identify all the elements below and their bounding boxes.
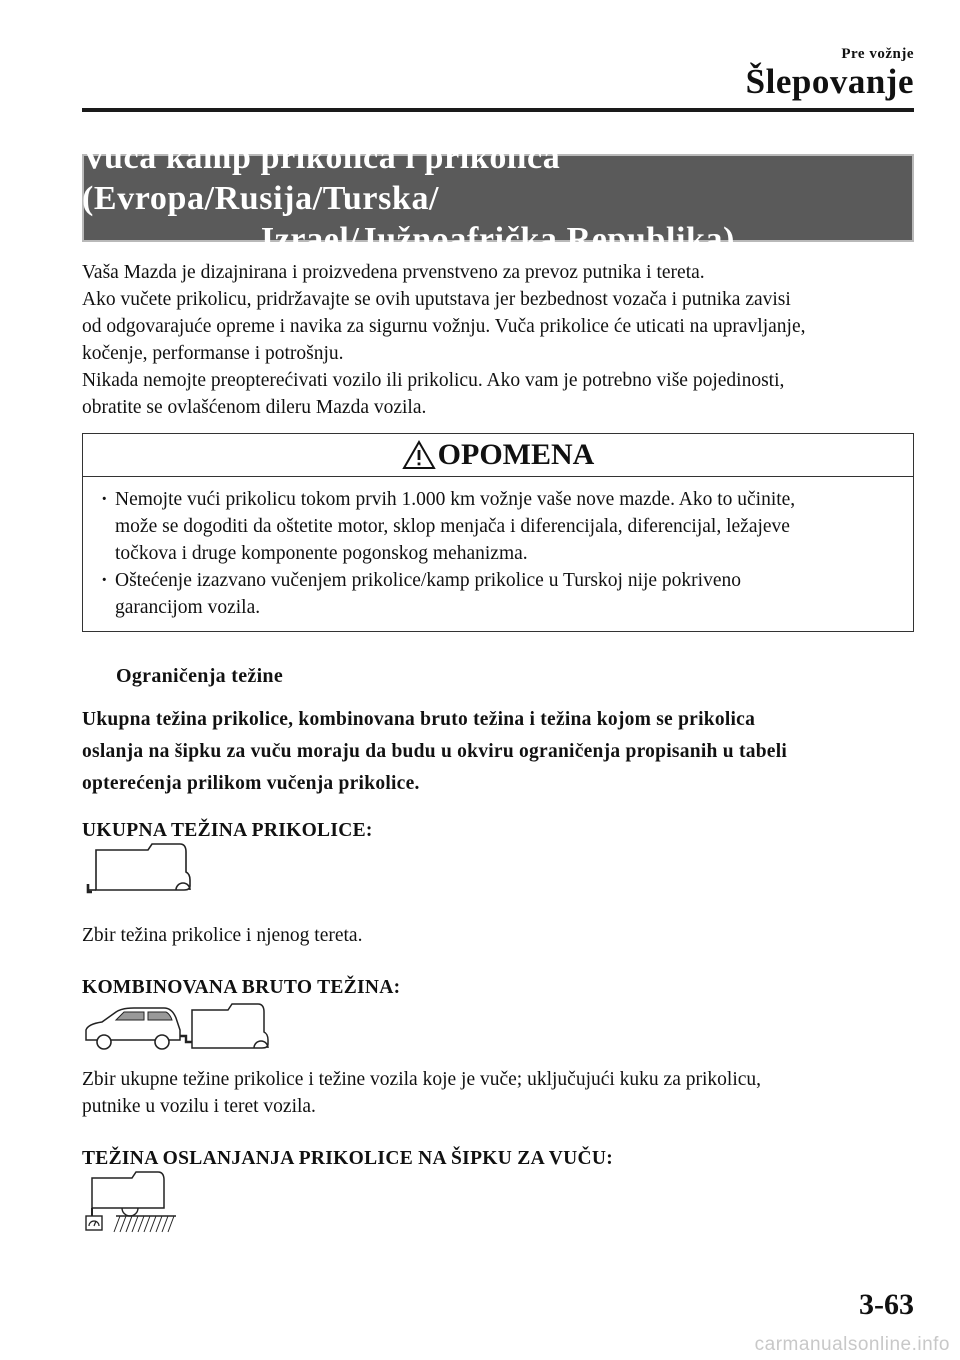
banner-line-2: Izrael/Južnoafrička Republika) [260, 220, 736, 258]
description-line: putnike u vozilu i teret vozila. [82, 1096, 316, 1117]
trailer-icon [82, 842, 194, 900]
warning-item-line: garancijom vozila. [115, 597, 261, 618]
warning-triangle-icon [402, 440, 436, 470]
warning-header [83, 434, 913, 477]
warning-item-line: · Oštećenje izazvano vučenjem prikolice/kamp prikolice u Turskoj nije pokriveno [115, 570, 741, 591]
intro-line: kočenje, performanse i potrošnju. [82, 343, 344, 364]
intro-line: Nikada nemojte preopterećivati vozilo ili prikolicu. Ako vam je potrebno više pojedinosti, [82, 370, 785, 391]
bold-line: oslanja na šipku za vuču moraju da budu u okviru ograničenja propisanih u tabeli [82, 741, 788, 762]
section-label: Pre vožnje [841, 46, 914, 62]
chapter-title: Šlepovanje [745, 62, 914, 101]
header-rule [82, 108, 914, 112]
total-trailer-description [82, 922, 362, 949]
warning-item [83, 567, 913, 621]
watermark: carmanualsonline.info [754, 1334, 950, 1355]
warning-item-line: može se dogoditi da oštetite motor, sklop menjača i diferencijala, diferencijal, ležajeve [115, 516, 790, 537]
intro-line: Ako vučete prikolicu, pridržavajte se ovih uputstava jer bezbednost vozača i putnika zavisi [82, 289, 791, 310]
combined-weight-label: KOMBINOVANA BRUTO TEŽINA: [82, 977, 401, 998]
weight-limits-paragraph [82, 704, 787, 800]
tongue-weight-label: TEŽINA OSLANJANJA PRIKOLICE NA ŠIPKU ZA VUČU: [82, 1148, 614, 1169]
warning-box [82, 433, 914, 632]
intro-line: obratite se ovlašćenom dileru Mazda vozila. [82, 397, 427, 418]
intro-line: Vaša Mazda je dizajnirana i proizvedena prvenstveno za prevoz putnika i tereta. [82, 262, 705, 283]
page-number: 3-63 [859, 1288, 914, 1321]
weight-limits-heading: Ograničenja težine [116, 665, 284, 687]
warning-list [83, 477, 913, 621]
total-trailer-weight-label: UKUPNA TEŽINA PRIKOLICE: [82, 820, 373, 841]
trailer-tongue-scale-icon [82, 1170, 182, 1242]
banner-line-1: Vuča kamp prikolica i prikolica (Evropa/Rusija/Turska/ [82, 138, 561, 217]
description-line: Zbir težina prikolice i njenog tereta. [82, 925, 363, 946]
warning-item-line: · Nemojte vući prikolicu tokom prvih 1.000 km vožnje vaše nove mazde. Ako to učinite, [115, 489, 796, 510]
intro-line: od odgovarajuće opreme i navika za sigurnu vožnju. Vuča prikolice će uticati na upravljanje, [82, 316, 806, 337]
warning-item-line: točkova i druge komponente pogonskog mehanizma. [115, 543, 528, 564]
warning-title: OPOMENA [437, 438, 595, 471]
car-with-trailer-icon [82, 1002, 274, 1056]
description-line: Zbir ukupne težine prikolice i težine vozila koje je vuče; uključujući kuku za prikolicu, [82, 1069, 762, 1090]
bold-line: opterećenja prilikom vučenja prikolice. [82, 773, 420, 794]
section-banner [82, 138, 914, 258]
bold-line: Ukupna težina prikolice, kombinovana bruto težina i težina kojom se prikolica [82, 709, 756, 730]
combined-weight-description [82, 1066, 761, 1120]
warning-item [83, 486, 913, 567]
intro-paragraph [82, 259, 922, 421]
